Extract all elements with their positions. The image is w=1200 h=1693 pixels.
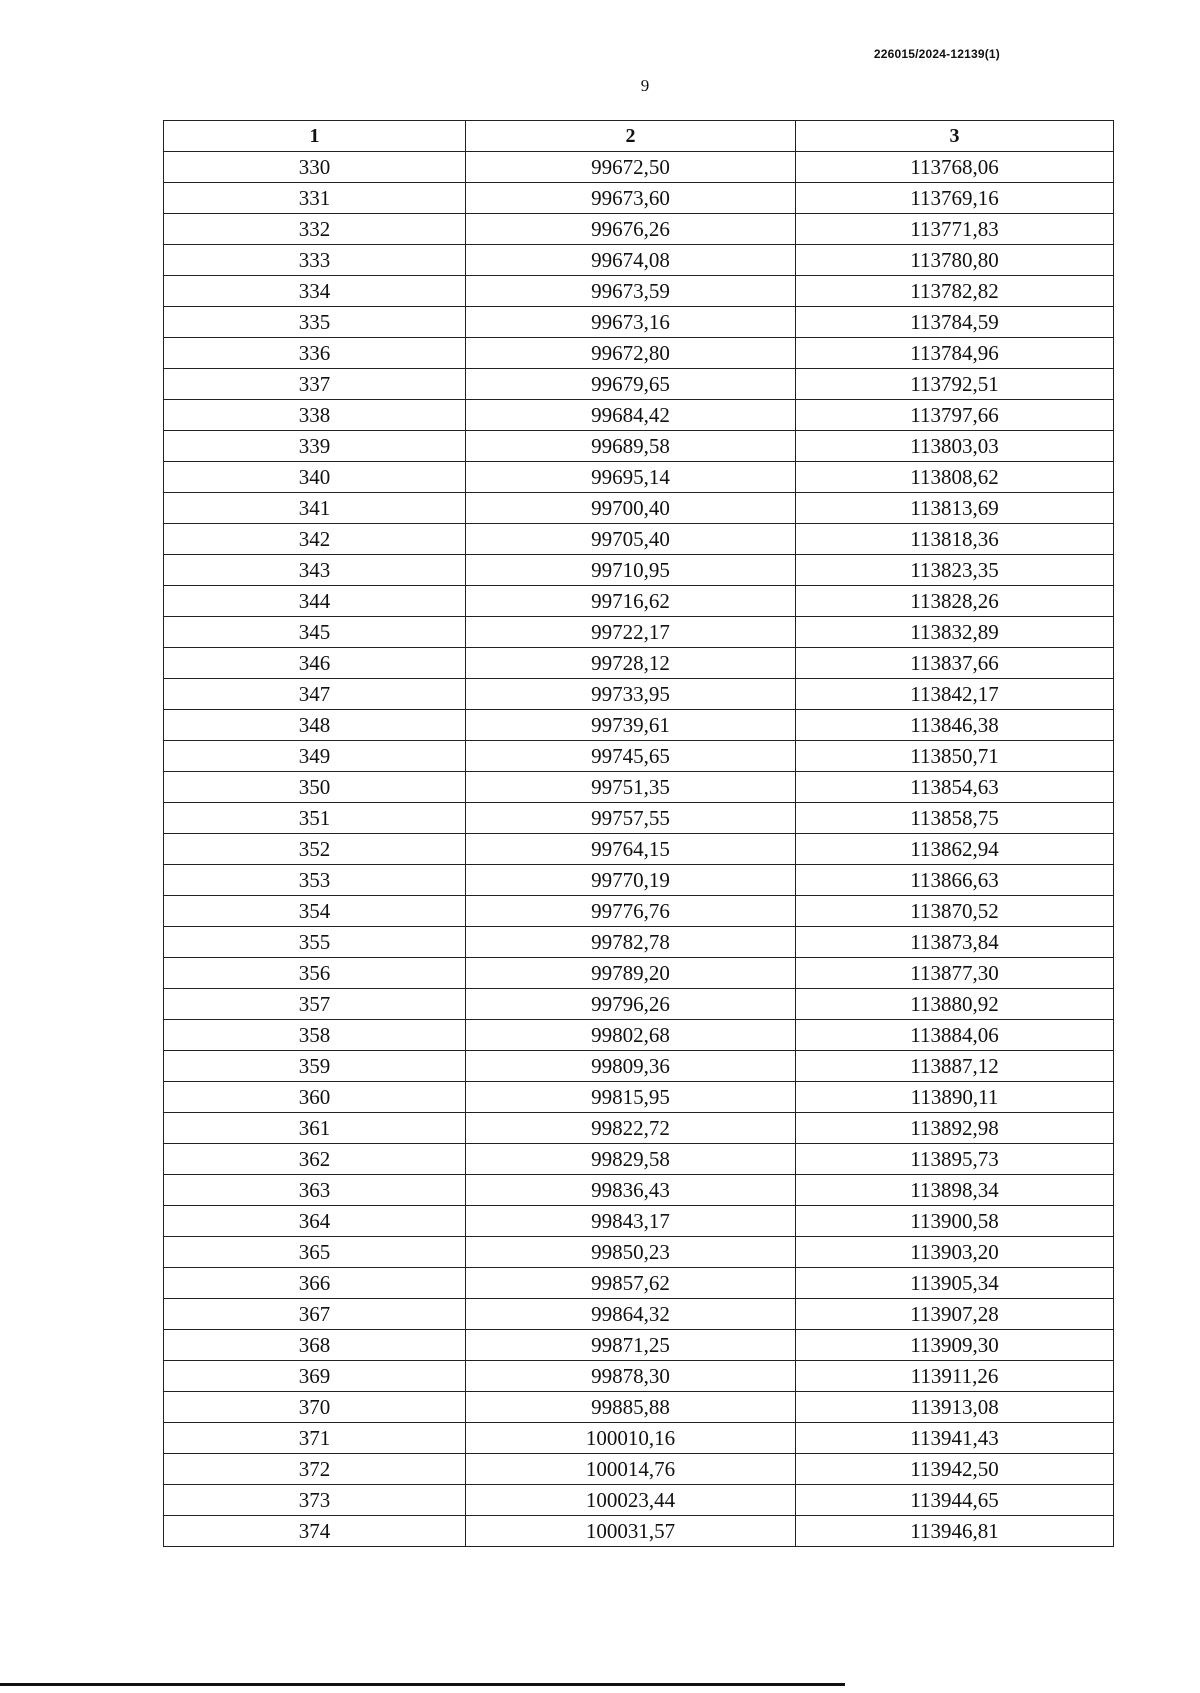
y-coordinate-cell: 113784,96	[796, 338, 1114, 369]
y-coordinate-cell: 113813,69	[796, 493, 1114, 524]
x-coordinate-cell: 99700,40	[466, 493, 796, 524]
y-coordinate-cell: 113828,26	[796, 586, 1114, 617]
point-number-cell: 374	[164, 1516, 466, 1547]
point-number-cell: 357	[164, 989, 466, 1020]
y-coordinate-cell: 113803,03	[796, 431, 1114, 462]
column-header-1: 1	[164, 121, 466, 152]
point-number-cell: 358	[164, 1020, 466, 1051]
x-coordinate-cell: 99689,58	[466, 431, 796, 462]
table-row	[164, 214, 1114, 245]
y-coordinate-cell: 113784,59	[796, 307, 1114, 338]
table-row	[164, 1144, 1114, 1175]
x-coordinate-cell: 100010,16	[466, 1423, 796, 1454]
x-coordinate-cell: 99764,15	[466, 834, 796, 865]
y-coordinate-cell: 113862,94	[796, 834, 1114, 865]
x-coordinate-cell: 99836,43	[466, 1175, 796, 1206]
x-coordinate-cell: 99829,58	[466, 1144, 796, 1175]
table-row	[164, 276, 1114, 307]
y-coordinate-cell: 113905,34	[796, 1268, 1114, 1299]
table-row	[164, 741, 1114, 772]
point-number-cell: 340	[164, 462, 466, 493]
y-coordinate-cell: 113895,73	[796, 1144, 1114, 1175]
footer-rule	[0, 1683, 845, 1686]
y-coordinate-cell: 113873,84	[796, 927, 1114, 958]
y-coordinate-cell: 113887,12	[796, 1051, 1114, 1082]
point-number-cell: 334	[164, 276, 466, 307]
y-coordinate-cell: 113846,38	[796, 710, 1114, 741]
x-coordinate-cell: 99857,62	[466, 1268, 796, 1299]
point-number-cell: 351	[164, 803, 466, 834]
point-number-cell: 366	[164, 1268, 466, 1299]
table-row	[164, 1206, 1114, 1237]
point-number-cell: 356	[164, 958, 466, 989]
x-coordinate-cell: 99843,17	[466, 1206, 796, 1237]
column-header-2: 2	[466, 121, 796, 152]
point-number-cell: 361	[164, 1113, 466, 1144]
table-row	[164, 1268, 1114, 1299]
y-coordinate-cell: 113909,30	[796, 1330, 1114, 1361]
column-header-3: 3	[796, 121, 1114, 152]
point-number-cell: 343	[164, 555, 466, 586]
y-coordinate-cell: 113907,28	[796, 1299, 1114, 1330]
x-coordinate-cell: 99676,26	[466, 214, 796, 245]
y-coordinate-cell: 113877,30	[796, 958, 1114, 989]
x-coordinate-cell: 99679,65	[466, 369, 796, 400]
x-coordinate-cell: 99802,68	[466, 1020, 796, 1051]
y-coordinate-cell: 113946,81	[796, 1516, 1114, 1547]
x-coordinate-cell: 99673,59	[466, 276, 796, 307]
table-row	[164, 369, 1114, 400]
y-coordinate-cell: 113823,35	[796, 555, 1114, 586]
y-coordinate-cell: 113942,50	[796, 1454, 1114, 1485]
point-number-cell: 360	[164, 1082, 466, 1113]
x-coordinate-cell: 99815,95	[466, 1082, 796, 1113]
point-number-cell: 345	[164, 617, 466, 648]
x-coordinate-cell: 99776,76	[466, 896, 796, 927]
point-number-cell: 339	[164, 431, 466, 462]
y-coordinate-cell: 113884,06	[796, 1020, 1114, 1051]
y-coordinate-cell: 113854,63	[796, 772, 1114, 803]
point-number-cell: 335	[164, 307, 466, 338]
table-row	[164, 1113, 1114, 1144]
x-coordinate-cell: 99710,95	[466, 555, 796, 586]
y-coordinate-cell: 113797,66	[796, 400, 1114, 431]
table-row	[164, 1299, 1114, 1330]
x-coordinate-cell: 99695,14	[466, 462, 796, 493]
table-row	[164, 927, 1114, 958]
point-number-cell: 368	[164, 1330, 466, 1361]
x-coordinate-cell: 99722,17	[466, 617, 796, 648]
point-number-cell: 369	[164, 1361, 466, 1392]
table-row	[164, 896, 1114, 927]
x-coordinate-cell: 99789,20	[466, 958, 796, 989]
y-coordinate-cell: 113866,63	[796, 865, 1114, 896]
y-coordinate-cell: 113913,08	[796, 1392, 1114, 1423]
x-coordinate-cell: 99885,88	[466, 1392, 796, 1423]
table-row	[164, 617, 1114, 648]
point-number-cell: 367	[164, 1299, 466, 1330]
point-number-cell: 333	[164, 245, 466, 276]
x-coordinate-cell: 99674,08	[466, 245, 796, 276]
y-coordinate-cell: 113870,52	[796, 896, 1114, 927]
x-coordinate-cell: 99684,42	[466, 400, 796, 431]
table-row	[164, 772, 1114, 803]
table-row	[164, 1051, 1114, 1082]
x-coordinate-cell: 99728,12	[466, 648, 796, 679]
y-coordinate-cell: 113842,17	[796, 679, 1114, 710]
table-row	[164, 1020, 1114, 1051]
table-row	[164, 555, 1114, 586]
x-coordinate-cell: 99672,80	[466, 338, 796, 369]
x-coordinate-cell: 99745,65	[466, 741, 796, 772]
y-coordinate-cell: 113911,26	[796, 1361, 1114, 1392]
y-coordinate-cell: 113890,11	[796, 1082, 1114, 1113]
table-row	[164, 462, 1114, 493]
point-number-cell: 362	[164, 1144, 466, 1175]
table-row	[164, 1082, 1114, 1113]
x-coordinate-cell: 100014,76	[466, 1454, 796, 1485]
table-row	[164, 183, 1114, 214]
table-row	[164, 710, 1114, 741]
point-number-cell: 370	[164, 1392, 466, 1423]
point-number-cell: 354	[164, 896, 466, 927]
x-coordinate-cell: 99673,60	[466, 183, 796, 214]
x-coordinate-cell: 99796,26	[466, 989, 796, 1020]
point-number-cell: 355	[164, 927, 466, 958]
x-coordinate-cell: 99673,16	[466, 307, 796, 338]
point-number-cell: 338	[164, 400, 466, 431]
point-number-cell: 363	[164, 1175, 466, 1206]
point-number-cell: 336	[164, 338, 466, 369]
table-row	[164, 1175, 1114, 1206]
table-row	[164, 834, 1114, 865]
y-coordinate-cell: 113792,51	[796, 369, 1114, 400]
page-number: 9	[640, 76, 650, 95]
point-number-cell: 342	[164, 524, 466, 555]
y-coordinate-cell: 113818,36	[796, 524, 1114, 555]
y-coordinate-cell: 113771,83	[796, 214, 1114, 245]
table-header-row	[164, 121, 1114, 152]
table-row	[164, 1454, 1114, 1485]
x-coordinate-cell: 99878,30	[466, 1361, 796, 1392]
x-coordinate-cell: 99757,55	[466, 803, 796, 834]
y-coordinate-cell: 113903,20	[796, 1237, 1114, 1268]
table-row	[164, 803, 1114, 834]
point-number-cell: 341	[164, 493, 466, 524]
table-row	[164, 524, 1114, 555]
table-row	[164, 1330, 1114, 1361]
point-number-cell: 349	[164, 741, 466, 772]
document-id: 226015/2024-12139(1)	[873, 47, 1000, 61]
point-number-cell: 347	[164, 679, 466, 710]
table-row	[164, 307, 1114, 338]
x-coordinate-cell: 100023,44	[466, 1485, 796, 1516]
x-coordinate-cell: 99822,72	[466, 1113, 796, 1144]
x-coordinate-cell: 99739,61	[466, 710, 796, 741]
table-row	[164, 989, 1114, 1020]
table-row	[164, 1485, 1114, 1516]
point-number-cell: 371	[164, 1423, 466, 1454]
table-row	[164, 648, 1114, 679]
x-coordinate-cell: 99733,95	[466, 679, 796, 710]
table-row	[164, 1392, 1114, 1423]
y-coordinate-cell: 113780,80	[796, 245, 1114, 276]
point-number-cell: 372	[164, 1454, 466, 1485]
point-number-cell: 365	[164, 1237, 466, 1268]
x-coordinate-cell: 99850,23	[466, 1237, 796, 1268]
y-coordinate-cell: 113769,16	[796, 183, 1114, 214]
x-coordinate-cell: 99716,62	[466, 586, 796, 617]
x-coordinate-cell: 99770,19	[466, 865, 796, 896]
point-number-cell: 364	[164, 1206, 466, 1237]
point-number-cell: 330	[164, 152, 466, 183]
y-coordinate-cell: 113944,65	[796, 1485, 1114, 1516]
table-row	[164, 400, 1114, 431]
table-body	[164, 152, 1114, 1547]
y-coordinate-cell: 113850,71	[796, 741, 1114, 772]
table-row	[164, 1361, 1114, 1392]
y-coordinate-cell: 113892,98	[796, 1113, 1114, 1144]
point-number-cell: 348	[164, 710, 466, 741]
y-coordinate-cell: 113880,92	[796, 989, 1114, 1020]
y-coordinate-cell: 113898,34	[796, 1175, 1114, 1206]
x-coordinate-cell: 99672,50	[466, 152, 796, 183]
table-row	[164, 245, 1114, 276]
x-coordinate-cell: 99705,40	[466, 524, 796, 555]
y-coordinate-cell: 113941,43	[796, 1423, 1114, 1454]
table-row	[164, 1237, 1114, 1268]
x-coordinate-cell: 99809,36	[466, 1051, 796, 1082]
table-row	[164, 431, 1114, 462]
table-row	[164, 1516, 1114, 1547]
x-coordinate-cell: 100031,57	[466, 1516, 796, 1547]
x-coordinate-cell: 99751,35	[466, 772, 796, 803]
y-coordinate-cell: 113837,66	[796, 648, 1114, 679]
point-number-cell: 353	[164, 865, 466, 896]
point-number-cell: 337	[164, 369, 466, 400]
table-row	[164, 679, 1114, 710]
x-coordinate-cell: 99864,32	[466, 1299, 796, 1330]
table-row	[164, 338, 1114, 369]
point-number-cell: 352	[164, 834, 466, 865]
coordinates-table	[163, 120, 1114, 1547]
y-coordinate-cell: 113900,58	[796, 1206, 1114, 1237]
table-row	[164, 493, 1114, 524]
point-number-cell: 332	[164, 214, 466, 245]
y-coordinate-cell: 113832,89	[796, 617, 1114, 648]
x-coordinate-cell: 99782,78	[466, 927, 796, 958]
table-row	[164, 958, 1114, 989]
point-number-cell: 344	[164, 586, 466, 617]
table-row	[164, 152, 1114, 183]
x-coordinate-cell: 99871,25	[466, 1330, 796, 1361]
point-number-cell: 373	[164, 1485, 466, 1516]
y-coordinate-cell: 113808,62	[796, 462, 1114, 493]
table-row	[164, 865, 1114, 896]
y-coordinate-cell: 113768,06	[796, 152, 1114, 183]
point-number-cell: 350	[164, 772, 466, 803]
table-row	[164, 1423, 1114, 1454]
point-number-cell: 359	[164, 1051, 466, 1082]
point-number-cell: 331	[164, 183, 466, 214]
table-row	[164, 586, 1114, 617]
y-coordinate-cell: 113782,82	[796, 276, 1114, 307]
point-number-cell: 346	[164, 648, 466, 679]
y-coordinate-cell: 113858,75	[796, 803, 1114, 834]
